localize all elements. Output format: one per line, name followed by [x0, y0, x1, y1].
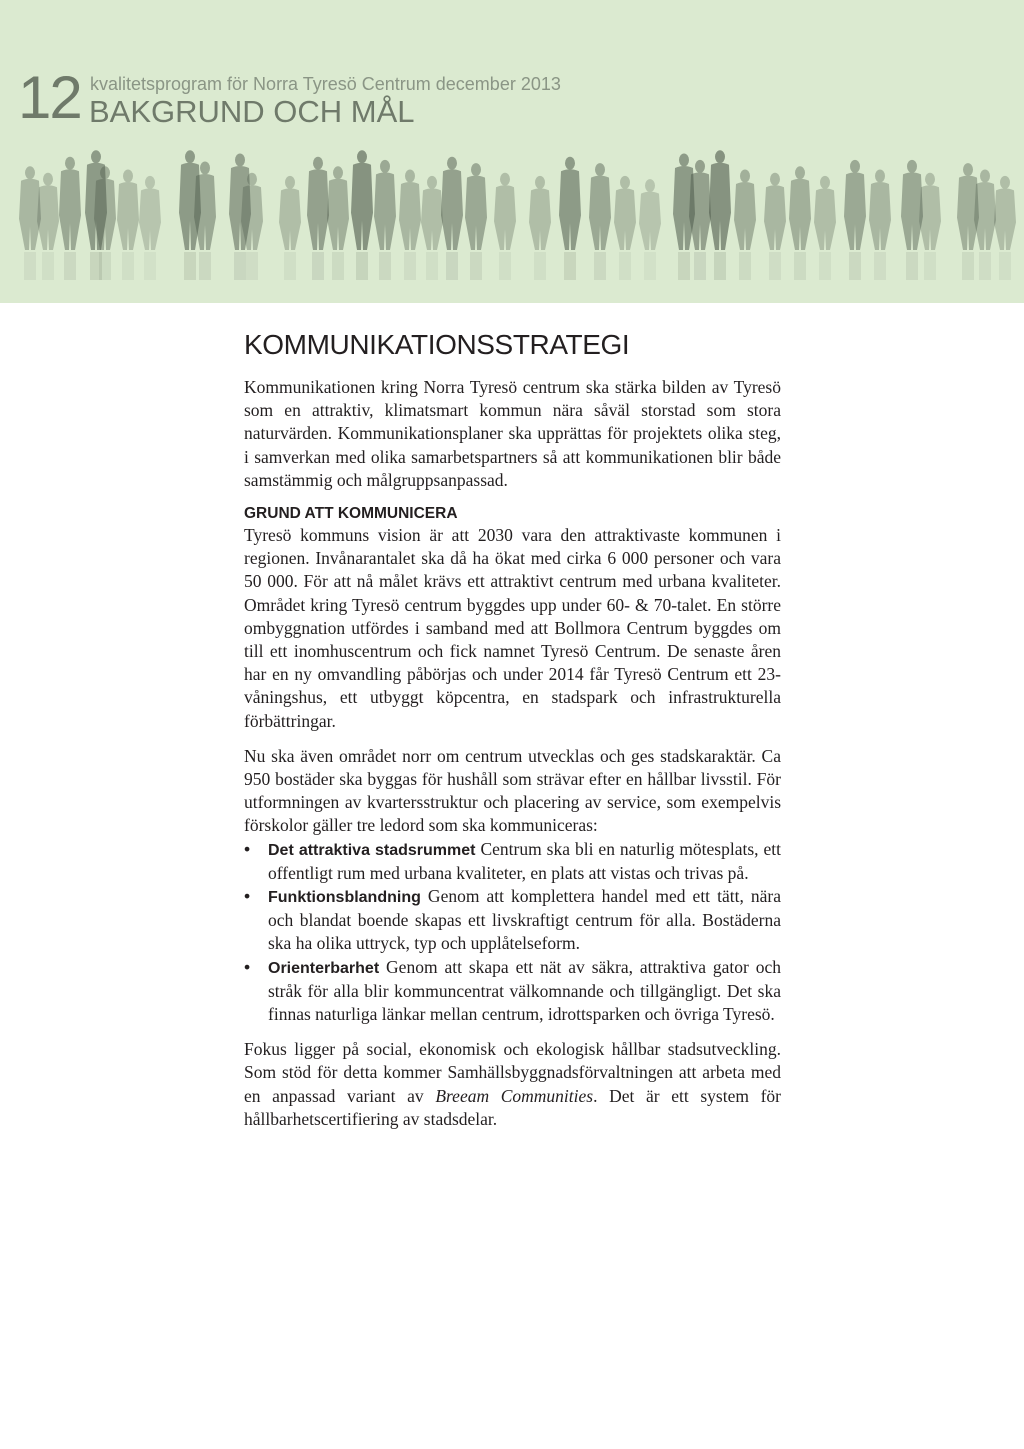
bullet-text: Centrum ska bli en naturlig mötesplats, ett offentligt rum med urbana kvaliteter, en plats att vistas och trivas på. — [268, 838, 782, 883]
article-title: KOMMUNIKATIONSSTRATEGI — [244, 329, 630, 360]
section-title: BAKGRUND OCH MÅL — [89, 94, 415, 129]
bullet-text: Genom att komplettera handel med ett tätt, nära och blandat boende skapas ett livskraftigt centrum för alla. Bostäderna ska ha olika uttryck, typ och upplåtelseform. — [268, 886, 781, 954]
list-item — [244, 838, 781, 885]
document-subtitle: kvalitetsprogram för Norra Tyresö Centrum december 2013 — [90, 74, 561, 94]
list-item — [244, 885, 781, 956]
intro-paragraph: Kommunikationen kring Norra Tyresö centrum ska stärka bilden av Tyresö som en attraktiv, klimatsmart kommun nära såväl storstad som stora naturvärden. Kommunikationsplaner ska upprättas för projektets olika steg, i samverkan med olika samarbetspartners så att kommunikationen blir både samstämmig och målgruppsanpassad. — [244, 377, 781, 490]
paragraph-vision: Tyresö kommuns vision är att 2030 vara den attraktivaste kommunen i regionen. Invånarantalet ska då ha ökat med cirka 6 000 personer och vara 50 000. För att nå målet krävs ett attraktivt centrum med urbana kvaliteter. Området kring Tyresö centrum byggdes upp under 60- & 70-talet. En större ombyggnation utfördes i samband med att Bollmora Centrum byggdes om till ett inomhuscentrum och fick namnet Tyresö Centrum. De senaste åren har en ny omvandling påbörjas och under 2014 får Tyresö Centrum ett 23-våningshus, ett utbyggt köpcentra, en stadspark och infrastrukturella förbättringar. — [244, 525, 781, 731]
article — [244, 328, 781, 1143]
breeam-communities: Breeam Communities — [435, 1085, 594, 1106]
page-number: 12 — [18, 64, 81, 131]
crowd-of-people-silhouettes — [0, 0, 1024, 303]
subheading: GRUND ATT KOMMUNICERA — [244, 505, 458, 523]
bullet-text: Genom att skapa ett nät av säkra, attraktiva gator och stråk för alla blir kommuncentrat välkomnande och tillgängligt. Det ska finnas naturliga länkar mellan centrum, idrottsparken och övriga Tyresö. — [268, 956, 781, 1025]
header-banner — [0, 0, 1024, 303]
keyword-list — [244, 838, 781, 1027]
bullet-term: Funktionsblandning — [268, 889, 421, 907]
bullet-term: Det attraktiva stadsrummet — [268, 841, 476, 859]
closing-paragraph: Fokus ligger på social, ekonomisk och ekologisk hållbar stadsutveckling. Som stöd för detta kommer Samhällsbyggnadsförvaltningen att arbeta med en anpassad variant av Breeam Communities. Det är ett system för hållbarhetscertifiering av stadsdelar. — [244, 1039, 782, 1129]
bullet-term: Orienterbarhet — [268, 959, 380, 977]
list-item — [244, 956, 781, 1027]
paragraph-development: Nu ska även området norr om centrum utvecklas och ges stadskaraktär. Ca 950 bostäder ska byggas för hushåll som strävar efter en hållbar livsstil. För utformningen av kvartersstruktur och placering av service, som exempelvis förskolor gäller tre ledord som ska kommuniceras: — [244, 745, 781, 836]
